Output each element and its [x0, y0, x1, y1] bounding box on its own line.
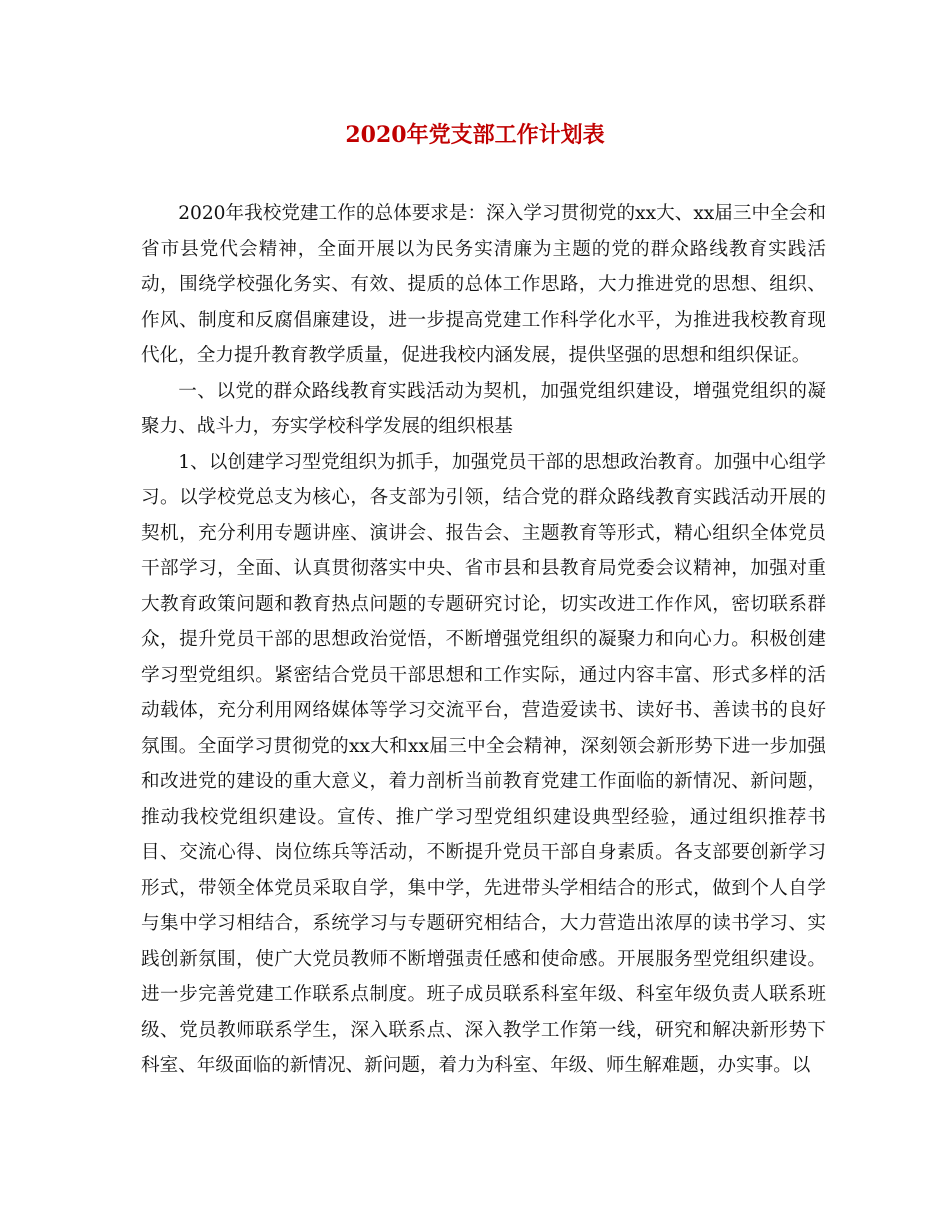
document-title: 2020年党支部工作计划表	[345, 122, 605, 148]
paragraph-section-heading: 一、以党的群众路线教育实践活动为契机，加强党组织建设，增强党组织的凝聚力、战斗力，夯实学校科学发展的组织根基	[141, 380, 826, 437]
paragraph-intro: 2020年我校党建工作的总体要求是：深入学习贯彻党的xx大、xx届三中全会和省市县党代会精神，全面开展以为民务实清廉为主题的党的群众路线教育实践活动，围绕学校强化务实、有效、提质的总体工作思路，大力推进党的思想、组织、作风、制度和反腐倡廉建设，进一步提高党建工作科学化水平，为推进我校教育现代化，全力提升教育教学质量，促进我校内涵发展，提供坚强的思想和组织保证。	[141, 203, 826, 366]
paragraph-item-1: 1、以创建学习型党组织为抓手，加强党员干部的思想政治教育。加强中心组学习。以学校党总支为核心，各支部为引领，结合党的群众路线教育实践活动开展的契机，充分利用专题讲座、演讲会、报告会、主题教育等形式，精心组织全体党员干部学习，全面、认真贯彻落实中央、省市县和县教育局党委会议精神，加强对重大教育政策问题和教育热点问题的专题研究讨论，切实改进工作作风，密切联系群众，提升党员干部的思想政治觉悟，不断增强党组织的凝聚力和向心力。积极创建学习型党组织。紧密结合党员干部思想和工作实际，通过内容丰富、形式多样的活动载体，充分利用网络媒体等学习交流平台，营造爱读书、读好书、善读书的良好氛围。全面学习贯彻党的xx大和xx届三中全会精神，深刻领会新形势下进一步加强和改进党的建设的重大意义，着力剖析当前教育党建工作面临的新情况、新问题，推动我校党组织建设。宣传、推广学习型党组织建设典型经验，通过组织推荐书目、交流心得、岗位练兵等活动，不断提升党员干部自身素质。各支部要创新学习形式，带领全体党员采取自学，集中学，先进带头学相结合的形式，做到个人自学与集中学习相结合，系统学习与专题研究相结合，大力营造出浓厚的读书学习、实践创新氛围，使广大党员教师不断增强责任感和使命感。开展服务型党组织建设。进一步完善党建工作联系点制度。班子成员联系科室年级、科室年级负责人联系班级、党员教师联系学生，深入联系点、深入教学工作第一线，研究和解决新形势下科室、年级面临的新情况、新问题，着力为科室、年级、师生解难题，办实事。以	[141, 451, 826, 1076]
document-body	[141, 196, 826, 1084]
